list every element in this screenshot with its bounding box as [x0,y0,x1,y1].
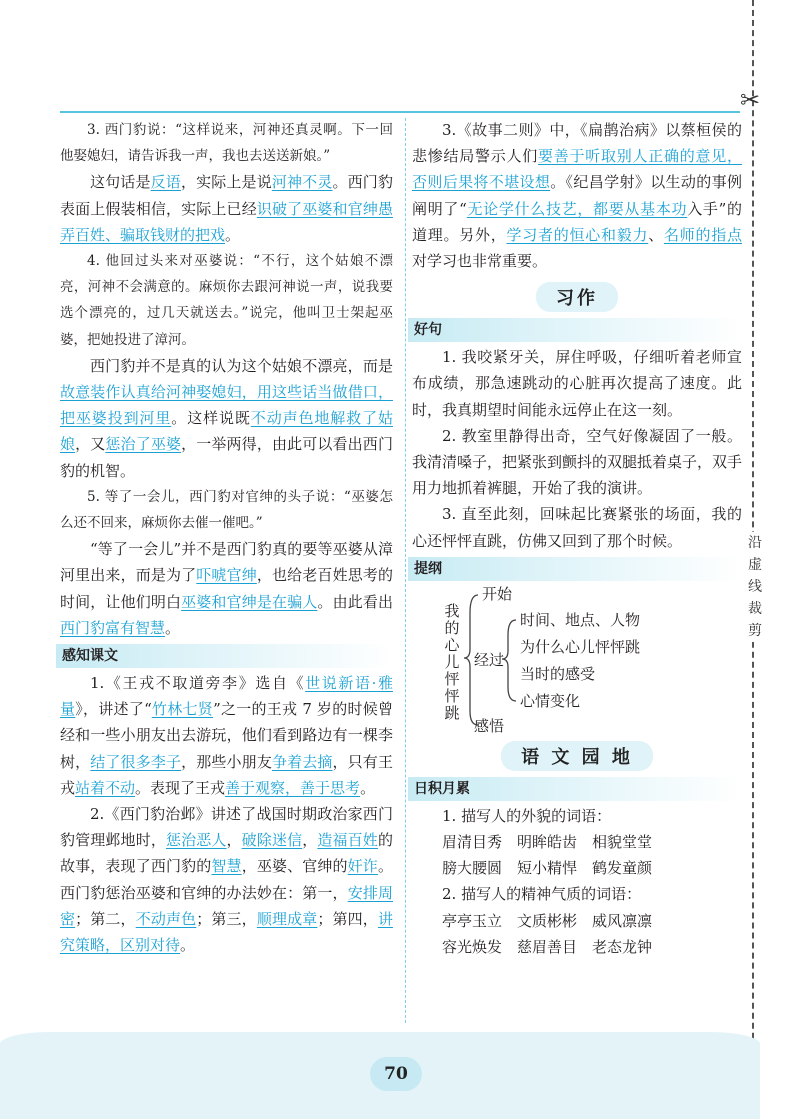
answer-blank: 不动声色地解救了姑娘 [60,409,393,454]
answer-blank: 奸诈 [347,857,378,876]
outline-sub-1: 时间、地点、人物 [520,610,641,629]
answer-blank: 反语 [150,173,181,192]
answer-item-5: “等了一会儿”并不是西门豹真的要等巫婆从漳河里出来，而是为了吓唬官绅，也给老百姓思考的时间，让他们明白巫婆和官绅是在骗人。由此看出西门豹富有智慧。 [60,540,393,637]
answer-blank: 智慧 [211,857,242,876]
good-sentence-2: 2. 教室里静得出奇，空气好像凝固了一般。我清清嗓子，把紧张到颤抖的双腿抵着桌子，双手用力地抓着裤腿，开始了我的演讲。 [412,426,743,498]
answer-blank: 学习者的恒心和毅力 [506,225,649,244]
outline-sub-3: 当时的感受 [520,664,596,683]
answer-blank: 河神不灵 [271,173,333,192]
answer-blank: 惩治了巫婆 [105,435,182,454]
answer-blank: 吓唬官绅 [196,566,257,585]
good-sentence-1: 1. 我咬紧牙关，屏住呼吸，仔细听着老师宣布成绩，那急速跳动的心脏再次提高了速度。此时，我真期望时间能永远停止在这一刻。 [412,348,742,419]
answer-blank: 造福百姓 [317,831,378,850]
answer-blank: 不动声色 [135,909,197,928]
section-title-xizuo: 习作 [536,282,618,312]
answer-blank: 争着去摘 [271,752,333,771]
answer-blank: 识破了巫婆和官绅愚弄百姓、骗取钱财的把戏 [60,199,393,244]
outline-diagram [412,583,742,733]
section-heading-rijilei: 日积月累 [408,777,742,801]
outline-middle: 经过 [474,650,505,669]
section-heading-ganzhi: 感知课文 [56,644,393,668]
answer-blank: 西门豹富有智慧 [60,618,166,637]
outline-sub-2: 为什么心儿怦怦跳 [520,637,641,656]
word-row: 膀大腰圆 短小精悍 鹤发童颜 [442,859,653,878]
column-divider [405,118,406,1023]
paragraph-story: 3.《故事二则》中，《扁鹊治病》以蔡桓侯的悲惨结局警示人们要善于听取别人正确的意见，否则后果将不堪设想。《纪昌学射》以生动的事例阐明了“无论学什么技艺，都要从基本功入手”的道理。另外，学习者的恒心和毅力、名师的指点对学习也非常重要。 [412,121,742,271]
word-row: 眉清目秀 明眸皓齿 相貌堂堂 [442,833,653,852]
answer-item-4: 西门豹并不是真的认为这个姑娘不漂亮，而是故意装作认真给河神娶媳妇，用这些话当做借口，把巫婆投到河里。这样说既不动声色地解救了姑娘，又惩治了巫婆，一举两得，由此可以看出西门豹的机智。 [60,356,393,480]
scissors-icon: ✂ [740,86,761,114]
section-heading-tigang: 提纲 [408,557,742,581]
answer-item-3: 这句话是反语，实际上是说河神不灵。西门豹表面上假装相信，实际上已经识破了巫婆和官绅愚弄百姓、骗取钱财的把戏。 [60,173,393,244]
good-sentence-3: 3. 直至此刻，回味起比赛紧张的场面，我的心还怦怦直跳，仿佛又回到了那个时候。 [412,505,742,550]
quote-item-5: 5. 等了一会儿，西门豹对官绅的头子说：“巫婆怎么还不回来，麻烦你去催一催吧。” [60,488,393,532]
answer-blank: 名师的指点 [663,225,742,244]
quote-item-4: 4. 他回过头来对巫婆说：“不行，这个姑娘不漂亮，河神不会满意的。麻烦你去跟河神说一声，说我要选个漂亮的，过几天就送去。”说完，他叫卫士架起巫婆，把她投进了漳河。 [60,253,393,348]
word-row: 亭亭玉立 文质彬彬 威风凛凛 [442,911,653,930]
section-heading-haoju: 好句 [408,318,742,342]
answer-blank: 安排周密 [60,883,393,928]
left-column [60,117,393,958]
outline-start: 开始 [482,584,513,603]
paragraph-ximenbao: 2.《西门豹治邺》讲述了战国时期政治家西门豹管理邺地时，惩治恶人，破除迷信，造福百姓的故事，表现了西门豹的智慧，巫婆、官绅的奸诈。西门豹惩治巫婆和官绅的办法妙在：第一，安排周密；第二，不动声色；第三，顺理成章；第四，讲究策略，区别对待。 [60,805,393,955]
section-title-yuwen: 语 文 园 地 [501,741,653,771]
answer-blank: 故意装作认真给河神娶媳妇，用这些话当做借口，把巫婆投到河里 [60,383,393,428]
words-heading-2: 2. 描写人的精神气质的词语： [442,885,642,904]
paragraph-wangrong: 1.《王戎不取道旁李》选自《世说新语·雅量》，讲述了“竹林七贤”之一的王戎 7 岁的时候曾经和一些小朋友出去游玩，他们看到路边有一棵李树，结了很多李子，那些小朋友争着去摘，只有王戎站着不动。表现了王戎善于观察，善于思考。 [60,674,393,797]
answer-blank: 竹林七贤 [151,700,214,719]
answer-blank: 破除迷信 [241,831,303,850]
answer-blank: 站着不动 [75,778,136,797]
cut-instruction: 沿虚线裁剪 [748,532,762,642]
answer-blank: 巫婆和官绅是在骗人 [181,592,318,611]
outline-end: 感悟 [474,716,505,735]
word-row: 容光焕发 慈眉善目 老态龙钟 [442,937,653,956]
right-column [412,117,742,960]
words-heading-1: 1. 描写人的外貌的词语： [442,806,612,825]
outline-root: 我的心儿怦怦跳 [444,601,460,722]
answer-blank: 善于观察，善于思考 [225,778,361,797]
answer-blank: 结了很多李子 [90,752,182,771]
answer-blank: 要善于听取别人正确的意见，否则后果将不堪设想 [412,147,742,192]
quote-item-3: 3. 西门豹说：“这样说来，河神还真灵啊。下一回他娶媳妇，请告诉我一声，我也去送送新娘。” [60,122,393,165]
answer-blank: 世说新语·雅量 [60,674,393,719]
answer-blank: 讲究策略，区别对待 [60,909,393,955]
page-number: 70 [370,1057,422,1091]
answer-blank: 无论学什么技艺，都要从基本功 [466,199,688,218]
answer-blank: 顺理成章 [256,909,318,928]
header-rule [60,111,740,113]
xizuo-title-box [412,282,742,312]
outline-sub-4: 心情变化 [520,691,581,710]
answer-blank: 惩治恶人 [165,831,227,850]
yuwen-title-box [412,741,742,771]
